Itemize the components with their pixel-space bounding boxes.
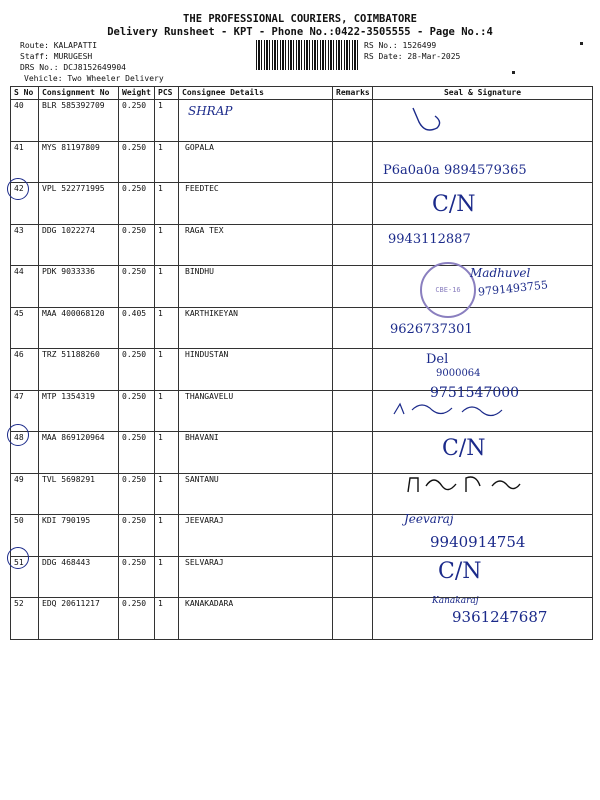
row-consignment: KDI 790195 <box>39 515 119 557</box>
table-row <box>11 432 593 474</box>
row-consignment: VPL 522771995 <box>39 183 119 225</box>
row-consignment: TRZ 51188260 <box>39 349 119 391</box>
table-row <box>11 100 593 142</box>
row-seal <box>373 349 593 391</box>
punch-dot <box>512 71 515 74</box>
row-sno: 46 <box>11 349 39 391</box>
row-remarks <box>333 349 373 391</box>
row-pcs: 1 <box>155 100 179 142</box>
row-weight: 0.250 <box>119 349 155 391</box>
row-weight: 0.250 <box>119 183 155 225</box>
drs-number: DRS No.: DCJ8152649904 <box>20 63 126 72</box>
row-sno: 49 <box>11 473 39 515</box>
row-remarks <box>333 183 373 225</box>
table-row <box>11 556 593 598</box>
circle-mark <box>7 424 29 446</box>
col-consignment: Consignment No <box>39 87 119 100</box>
row-sno: 43 <box>11 224 39 266</box>
row-sno: 52 <box>11 598 39 640</box>
row-consignee: RAGA TEX <box>179 224 333 266</box>
row-weight: 0.250 <box>119 473 155 515</box>
row-weight: 0.250 <box>119 266 155 308</box>
row-consignee: GOPALA <box>179 141 333 183</box>
col-consignee: Consignee Details <box>179 87 333 100</box>
handwritten-phone: 9791493755 <box>477 278 549 299</box>
handwritten-name: Kanakaraj <box>432 596 479 606</box>
staff-label: Staff: MURUGESH <box>20 52 93 61</box>
row-pcs: 1 <box>155 598 179 640</box>
tamil-signature <box>404 472 524 496</box>
rs-date: RS Date: 28-Mar-2025 <box>364 52 461 61</box>
row-remarks <box>333 100 373 142</box>
handwritten-signature: Del <box>426 352 449 367</box>
row-pcs: 1 <box>155 390 179 432</box>
table-row <box>11 224 593 266</box>
col-pcs: PCS <box>155 87 179 100</box>
cn-mark: C/N <box>432 192 476 217</box>
row-remarks <box>333 307 373 349</box>
handwritten-phone: 9361247687 <box>452 608 548 626</box>
row-consignment: MTP 1354319 <box>39 390 119 432</box>
row-consignee: SELVARAJ <box>179 556 333 598</box>
row-pcs: 1 <box>155 473 179 515</box>
row-consignment: EDQ 20611217 <box>39 598 119 640</box>
row-weight: 0.250 <box>119 556 155 598</box>
row-consignment: MAA 869120964 <box>39 432 119 474</box>
row-consignee: KARTHIKEYAN <box>179 307 333 349</box>
signature-scribble <box>405 104 445 138</box>
row-consignment: DDG 468443 <box>39 556 119 598</box>
row-consignee: FEEDTEC <box>179 183 333 225</box>
row-seal <box>373 556 593 598</box>
row-consignment: PDK 9033336 <box>39 266 119 308</box>
row-weight: 0.250 <box>119 100 155 142</box>
handwritten-phone: 9940914754 <box>430 533 526 551</box>
row-consignee: JEEVARAJ <box>179 515 333 557</box>
row-weight: 0.250 <box>119 598 155 640</box>
handwritten-name: Madhuvel <box>470 266 531 280</box>
row-consignment: TVL 5698291 <box>39 473 119 515</box>
runsheet-subtitle: Delivery Runsheet - KPT - Phone No.:0422-3505555 - Page No.:4 <box>107 26 493 38</box>
handwritten-name: Jeevaraj <box>404 512 454 526</box>
circle-mark <box>7 547 29 569</box>
row-consignee: THANGAVELU <box>179 390 333 432</box>
row-consignment: DDG 1022274 <box>39 224 119 266</box>
row-remarks <box>333 390 373 432</box>
row-consignment: MYS 81197809 <box>39 141 119 183</box>
row-pcs: 1 <box>155 556 179 598</box>
row-weight: 0.250 <box>119 390 155 432</box>
col-sno: S No <box>11 87 39 100</box>
col-weight: Weight <box>119 87 155 100</box>
vehicle-label: Vehicle: Two Wheeler Delivery <box>24 74 164 83</box>
row-remarks <box>333 266 373 308</box>
row-remarks <box>333 598 373 640</box>
route-label: Route: KALAPATTI <box>20 41 98 50</box>
company-stamp: CBE-16 <box>420 262 476 318</box>
row-pcs: 1 <box>155 307 179 349</box>
row-consignment: MAA 400068120 <box>39 307 119 349</box>
row-sno: 44 <box>11 266 39 308</box>
row-pcs: 1 <box>155 266 179 308</box>
row-pcs: 1 <box>155 224 179 266</box>
row-sno: 51 <box>11 556 39 598</box>
row-pcs: 1 <box>155 349 179 391</box>
row-consignee: BINDHU <box>179 266 333 308</box>
table-row <box>11 307 593 349</box>
row-sno: 40 <box>11 100 39 142</box>
col-remarks: Remarks <box>333 87 373 100</box>
row-pcs: 1 <box>155 432 179 474</box>
tamil-signature <box>392 400 532 420</box>
company-title: THE PROFESSIONAL COURIERS, COIMBATORE <box>183 13 417 25</box>
row-consignee: HINDUSTAN <box>179 349 333 391</box>
row-sno: 41 <box>11 141 39 183</box>
col-seal: Seal & Signature <box>373 87 593 100</box>
row-sno: 48 <box>11 432 39 474</box>
circle-mark <box>7 178 29 200</box>
punch-dot <box>580 42 583 45</box>
row-consignee: SANTANU <box>179 473 333 515</box>
row-sno: 42 <box>11 183 39 225</box>
row-remarks <box>333 141 373 183</box>
row-remarks <box>333 515 373 557</box>
cn-mark: C/N <box>442 436 486 461</box>
handwritten-phone: 9751547000 <box>430 385 520 401</box>
table-row <box>11 183 593 225</box>
rs-number: RS No.: 1526499 <box>364 41 437 50</box>
row-seal <box>373 183 593 225</box>
row-sno: 45 <box>11 307 39 349</box>
handwritten-consignee: SHRAP <box>188 104 233 118</box>
row-sno: 50 <box>11 515 39 557</box>
row-consignment: BLR 585392709 <box>39 100 119 142</box>
row-weight: 0.250 <box>119 224 155 266</box>
row-pcs: 1 <box>155 515 179 557</box>
row-remarks <box>333 473 373 515</box>
row-weight: 0.250 <box>119 515 155 557</box>
row-consignee: KANAKADARA <box>179 598 333 640</box>
row-pcs: 1 <box>155 141 179 183</box>
cn-mark: C/N <box>438 559 482 584</box>
table-row <box>11 349 593 391</box>
row-consignee: BHAVANI <box>179 432 333 474</box>
row-remarks <box>333 556 373 598</box>
handwritten-phone: P6a0a0a 9894579365 <box>383 163 527 178</box>
handwritten-phone: 9626737301 <box>390 322 473 337</box>
handwritten-phone: 9943112887 <box>388 232 471 247</box>
row-sno: 47 <box>11 390 39 432</box>
row-weight: 0.405 <box>119 307 155 349</box>
row-remarks <box>333 432 373 474</box>
row-weight: 0.250 <box>119 432 155 474</box>
row-pcs: 1 <box>155 183 179 225</box>
barcode <box>256 40 360 70</box>
row-weight: 0.250 <box>119 141 155 183</box>
row-remarks <box>333 224 373 266</box>
handwritten-number: 9000064 <box>436 368 481 379</box>
